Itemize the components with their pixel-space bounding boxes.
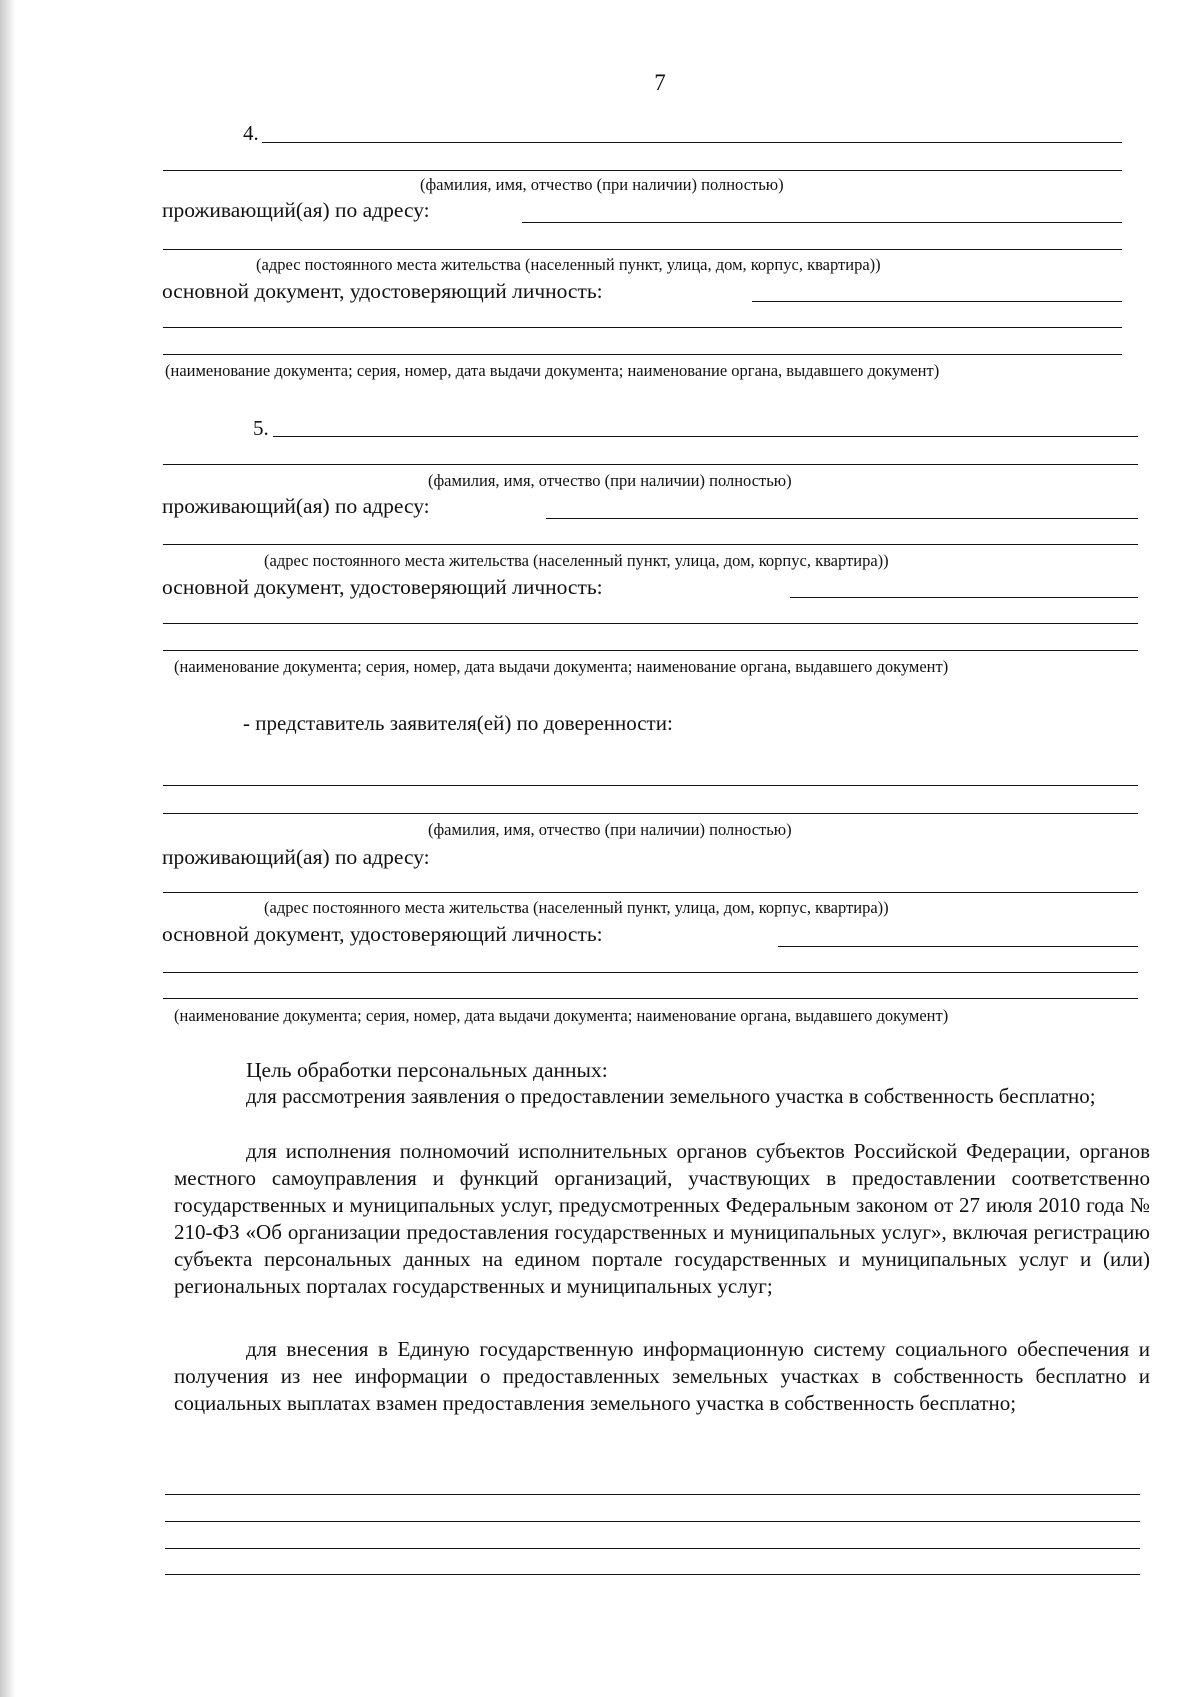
representative-fio-line-2 [163,813,1138,814]
applicant-4-document-caption: (наименование документа; серия, номер, дата выдачи документа; наименование органа, выдавшего документ) [165,361,940,380]
applicant-5-address-label: проживающий(ая) по адресу: [162,494,430,518]
applicant-4-document-line-3 [163,354,1122,355]
purpose-item-1: для рассмотрения заявления о предоставлении земельного участка в собственность бесплатно; [246,1084,1096,1108]
applicant-4-document-line-2 [163,327,1122,328]
applicant-5-fio-caption: (фамилия, имя, отчество (при наличии) полностью) [428,471,792,490]
applicant-4-fio-line-2 [163,170,1122,171]
applicant-5-fio-line [273,436,1138,437]
representative-address-label: проживающий(ая) по адресу: [162,845,430,869]
representative-document-line [778,946,1138,947]
purpose-heading: Цель обработки персональных данных: [246,1058,608,1082]
representative-fio-line [163,785,1138,786]
applicant-4-address-line [522,222,1122,223]
applicant-5-document-caption: (наименование документа; серия, номер, дата выдачи документа; наименование органа, выдавшего документ) [174,657,949,676]
applicant-4-address-label: проживающий(ая) по адресу: [162,198,430,222]
applicant-4-document-line [752,301,1122,302]
page-number: 7 [654,70,666,95]
representative-document-label: основной документ, удостоверяющий личность: [162,922,603,946]
representative-address-caption: (адрес постоянного места жительства (населенный пункт, улица, дом, корпус, квартира)) [264,898,889,917]
blank-line-3 [165,1548,1140,1549]
applicant-5-document-line [790,597,1138,598]
representative-address-line [163,892,1138,893]
scan-edge-shadow [0,0,14,1697]
representative-document-line-2 [163,972,1138,973]
applicant-4-address-caption: (адрес постоянного места жительства (населенный пункт, улица, дом, корпус, квартира)) [256,255,881,274]
applicant-4-fio-caption: (фамилия, имя, отчество (при наличии) полностью) [420,175,784,194]
applicant-5-fio-line-2 [163,464,1138,465]
purpose-item-2: для исполнения полномочий исполнительных органов субъектов Российской Федерации, органов местного самоуправления и функций организаций, участвующих в предоставлении соответственно государственных и муниципальных услуг, предусмотренных Федеральным законом от 27 июля 2010 года № 210-ФЗ «Об организации предоставления государственных и муниципальных услуг», включая регистрацию субъекта персональных данных на едином портале государственных и муниципальных услуг и (или) региональных порталах государственных и муниципальных услуг; [174,1139,1150,1298]
representative-fio-caption: (фамилия, имя, отчество (при наличии) полностью) [428,820,792,839]
purpose-item-3: для внесения в Единую государственную информационную систему социального обеспечения и получения из нее информации о предоставленных земельных участках в собственность бесплатно и социальных выплатах взамен предоставления земельного участка в собственность бесплатно; [174,1337,1150,1415]
applicant-5-document-line-2 [163,623,1138,624]
applicant-4-document-label: основной документ, удостоверяющий личность: [162,279,603,303]
applicant-5-address-line-2 [163,544,1138,545]
blank-line-4 [165,1574,1140,1575]
applicant-5-document-label: основной документ, удостоверяющий личность: [162,575,603,599]
applicant-5-document-line-3 [163,650,1138,651]
applicant-4-number: 4. [243,121,259,145]
applicant-5-address-caption: (адрес постоянного места жительства (населенный пункт, улица, дом, корпус, квартира)) [264,551,889,570]
applicant-5-address-line [546,518,1138,519]
applicant-5-number: 5. [253,416,269,440]
blank-line-1 [165,1494,1140,1495]
representative-heading: - представитель заявителя(ей) по доверенности: [243,711,673,735]
applicant-4-fio-line [262,142,1122,143]
representative-document-line-3 [163,998,1138,999]
blank-line-2 [165,1521,1140,1522]
applicant-4-address-line-2 [163,249,1122,250]
representative-document-caption: (наименование документа; серия, номер, дата выдачи документа; наименование органа, выдавшего документ) [174,1006,949,1025]
